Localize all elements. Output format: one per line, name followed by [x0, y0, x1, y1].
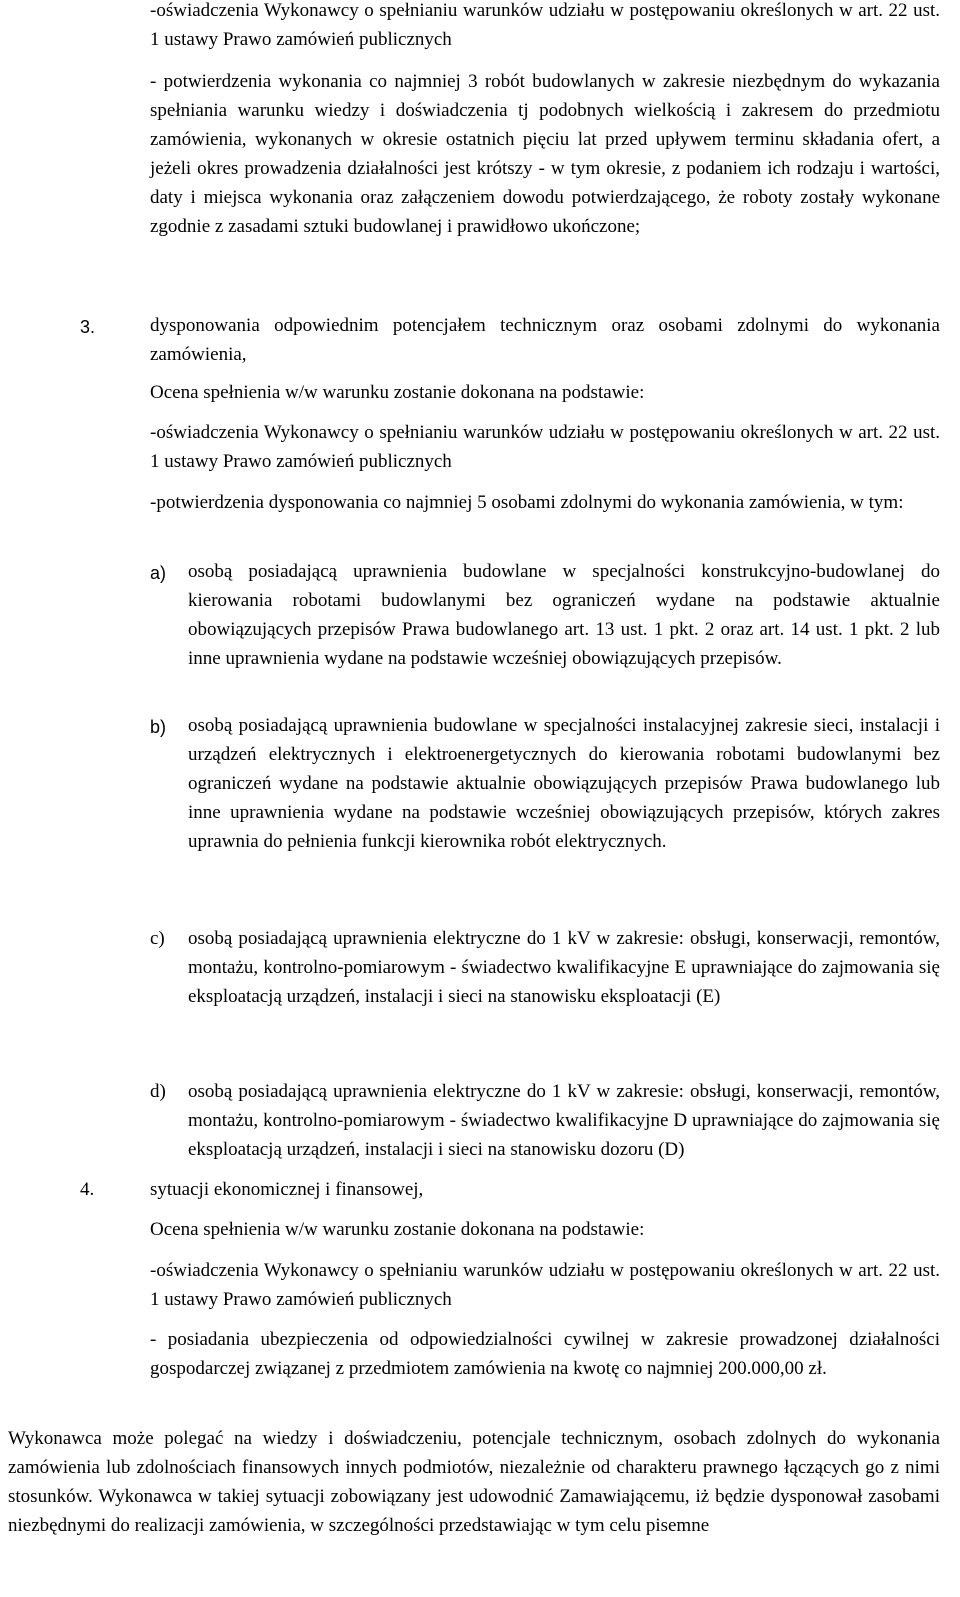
list-letter-a: a) [150, 563, 167, 583]
section-4-heading: sytuacji ekonomicznej i finansowej, [150, 1179, 424, 1200]
list-letter-b: b) [150, 717, 167, 737]
list-item-d: osobą posiadającą uprawnienia elektryczne do 1 kV w zakresie: obsługi, konserwacji, remontów, montażu, kontrolno-pomiarowym - świadectwo kwalifikacyjne D uprawniające do zajmowania się eksploatacją urządzeń, instalacji i sieci na stanowisku dozoru (D) [188, 1081, 940, 1160]
section-3-number: 3. [80, 317, 96, 337]
section-3-heading: dysponowania odpowiednim potencjałem technicznym oraz osobami zdolnymi do wykonania zamówienia, [150, 315, 940, 365]
section-4-number: 4. [80, 1179, 95, 1200]
section-3-confirmation: -potwierdzenia dysponowania co najmniej 5 osobami zdolnymi do wykonania zamówienia, w tym: [150, 492, 904, 513]
list-item-a: osobą posiadającą uprawnienia budowlane w specjalności konstrukcyjno-budowlanej do kierowania robotami budowlanymi bez ograniczeń wydane na podstawie aktualnie obowiązujących przepisów Prawa budowlanego art. 13 ust. 1 pkt. 2 oraz art. 14 ust. 1 pkt. 2 lub inne uprawnienia wydane na podstawie wcześniej obowiązujących przepisów. [188, 561, 940, 669]
list-letter-d: d) [150, 1081, 166, 1102]
intro-declaration: -oświadczenia Wykonawcy o spełnianiu warunków udziału w postępowaniu określonych w art. 22 ust. 1 ustawy Prawo zamówień publicznych [150, 0, 940, 50]
list-item-c: osobą posiadającą uprawnienia elektryczne do 1 kV w zakresie: obsługi, konserwacji, remontów, montażu, kontrolno-pomiarowym - świadectwo kwalifikacyjne E uprawniające do zajmowania się eksploatacją urządzeń, instalacji i sieci na stanowisku eksploatacji (E) [188, 928, 940, 1007]
list-item-b: osobą posiadającą uprawnienia budowlane w specjalności instalacyjnej zakresie sieci, instalacji i urządzeń elektrycznych i elektroenergetycznych do kierowania robotami budowlanymi bez ograniczeń wydane na podstawie aktualnie obowiązujących przepisów Prawa budowlanego lub inne uprawnienia wydane na podstawie wcześniej obowiązujących przepisów, których zakres uprawnia do pełnienia funkcji kierownika robót elektrycznych. [188, 715, 940, 852]
section-4-assessment: Ocena spełnienia w/w warunku zostanie dokonana na podstawie: [150, 1219, 645, 1240]
section-4-insurance: - posiadania ubezpieczenia od odpowiedzialności cywilnej w zakresie prowadzonej działalności gospodarczej związanej z przedmiotem zamówienia na kwotę co najmniej 200.000,00 zł. [150, 1329, 940, 1379]
section-3-assessment: Ocena spełnienia w/w warunku zostanie dokonana na podstawie: [150, 382, 645, 403]
intro-works-confirmation: - potwierdzenia wykonania co najmniej 3 robót budowlanych w zakresie niezbędnym do wykazania spełniania warunku wiedzy i doświadczenia tj podobnych wielkością i zakresem do przedmiotu zamówienia, wykonanych w okresie ostatnich pięciu lat przed upływem terminu składania ofert, a jeżeli okres prowadzenia działalności jest krótszy - w tym okresie, z podaniem ich rodzaju i wartości, daty i miejsca wykonania oraz załączeniem dowodu potwierdzającego, że roboty zostały wykonane zgodnie z zasadami sztuki budowlanej i prawidłowo ukończone; [150, 71, 940, 237]
section-4-declaration: -oświadczenia Wykonawcy o spełnianiu warunków udziału w postępowaniu określonych w art. 22 ust. 1 ustawy Prawo zamówień publicznych [150, 1260, 940, 1310]
section-3-declaration: -oświadczenia Wykonawcy o spełnianiu warunków udziału w postępowaniu określonych w art. 22 ust. 1 ustawy Prawo zamówień publicznych [150, 422, 940, 472]
list-letter-c: c) [150, 928, 165, 949]
closing-paragraph: Wykonawca może polegać na wiedzy i doświadczeniu, potencjale technicznym, osobach zdolnych do wykonania zamówienia lub zdolnościach finansowych innych podmiotów, niezależnie od charakteru prawnego łączących go z nimi stosunków. Wykonawca w takiej sytuacji zobowiązany jest udowodnić Zamawiającemu, iż będzie dysponował zasobami niezbędnymi do realizacji zamówienia, w szczególności przedstawiając w tym celu pisemne [8, 1428, 940, 1536]
